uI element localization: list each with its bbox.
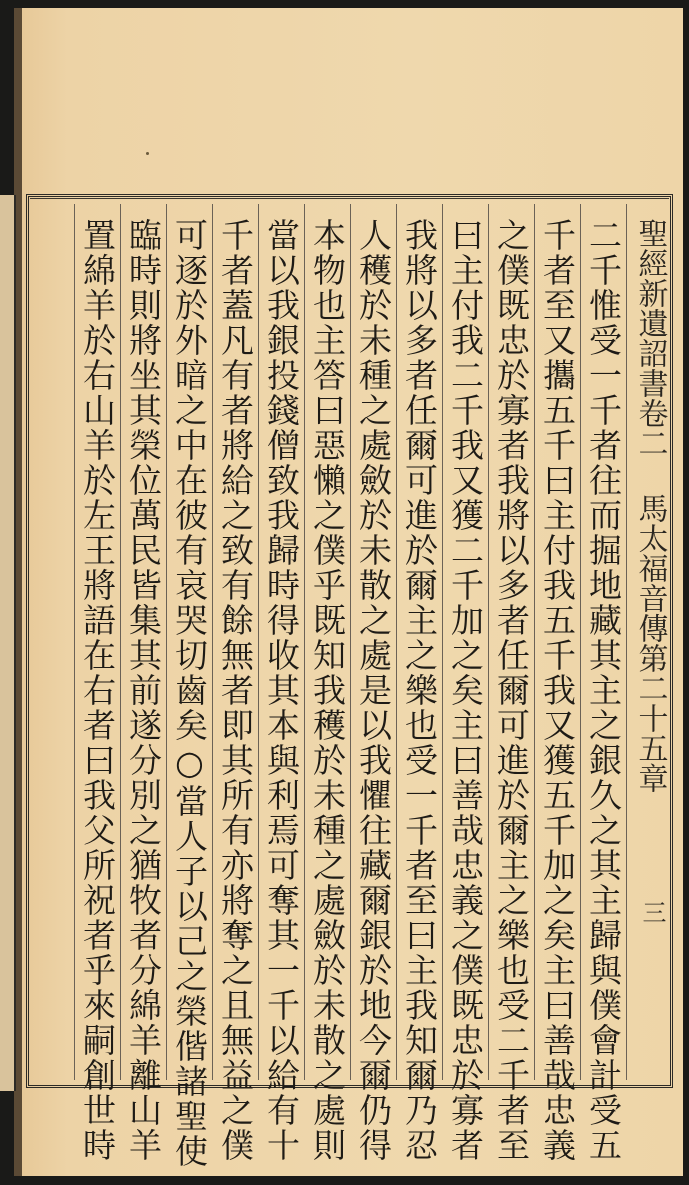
column-text: 曰主付我二千我又獲二千加之矣主曰善哉忠義之僕既忠於寡者 (446, 218, 485, 1163)
text-column-2 (534, 204, 580, 1163)
column-text: 置綿羊於右山羊於左王將語在右者曰我父所祝者乎來嗣創世時 (78, 218, 117, 1163)
column-text: 二千惟受一千者往而掘地藏其主之銀久之其主歸與僕會計受五 (584, 218, 623, 1163)
column-text: 可逐於外暗之中在彼有哀哭切齒矣○當人子以己之榮偕諸聖使 (170, 218, 209, 1169)
text-column-12 (74, 204, 120, 1163)
column-text: 當以我銀投錢僧致我歸時得收其本與利焉可奪其一千以給有十 (262, 218, 301, 1163)
column-text: 人穫於未種之處斂於未散之處是以我懼往藏爾銀於地今爾仍得 (354, 218, 393, 1163)
previous-page-edge (0, 195, 16, 1091)
column-text: 我將以多者任爾可進於爾主之樂也受一千者至曰主我知爾乃忍 (400, 218, 439, 1163)
text-column-10 (166, 204, 212, 1169)
text-column-3 (488, 204, 534, 1163)
text-column-5 (396, 204, 442, 1163)
frame-header-rule (30, 198, 669, 199)
text-column-7 (304, 204, 350, 1163)
column-text: 本物也主答曰惡懶之僕乎既知我穫於未種之處斂於未散之處則 (308, 218, 347, 1163)
text-column-1 (580, 204, 626, 1163)
column-text: 千者至又攜五千曰主付我五千我又獲五千加之矣主曰善哉忠義 (538, 218, 577, 1163)
text-column-8 (258, 204, 304, 1163)
running-title: 聖經新遺詔書卷二 馬太福音傳第二十五章 (632, 218, 668, 793)
margin-page-mark: 三 (638, 900, 666, 924)
text-column-4 (442, 204, 488, 1163)
text-column-11 (120, 204, 166, 1163)
text-column-9 (212, 204, 258, 1163)
column-text: 千者蓋凡有者將給之致有餘無者即其所有亦將奪之且無益之僕 (216, 218, 255, 1163)
column-text: 之僕既忠於寡者我將以多者任爾可進於爾主之樂也受二千者至 (492, 218, 531, 1163)
column-text: 臨時則將坐其榮位萬民皆集其前遂分別之猶牧者分綿羊離山羊 (124, 218, 163, 1163)
text-column-6 (350, 204, 396, 1163)
ink-speck (146, 152, 149, 155)
